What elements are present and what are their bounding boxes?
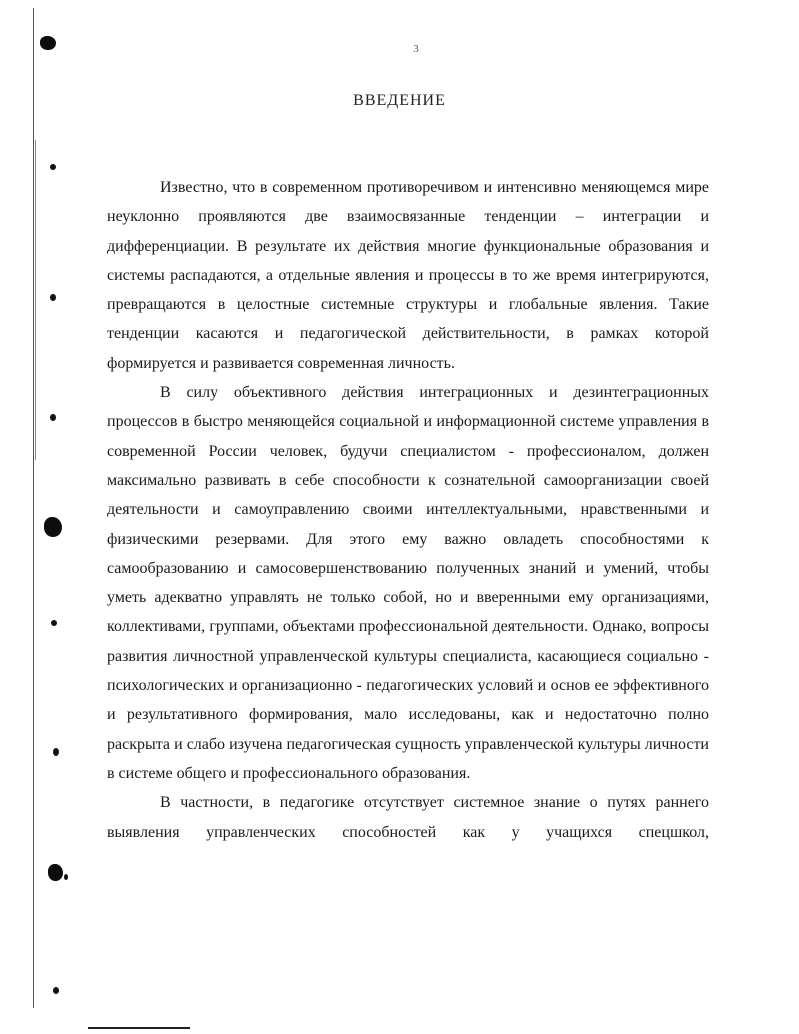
paragraph-2: В силу объективного действия интеграционных и дезинтеграционных процессов в быстро меняющейся социальной и информационной системе управления в современной России человек, будучи специалистом - профессионалом, должен максимально развивать в себе способности к сознательной самоорганизации своей деятельности и самоуправлению своими интеллектуальными, нравственными и физическими резервами. Для этого ему важно овладеть способностями к самообразованию и самосовершенствованию полученных знаний и умений, чтобы уметь адекватно управлять не только собой, но и вверенными ему организациями, коллективами, группами, объектами профессиональной деятельности. Однако, вопросы развития личностной управленческой культуры специалиста, касающиеся социально - психологических и организационно - педагогических условий и основ ее эффективного и результативного формирования, мало исследованы, как и недостаточно полно раскрыта и слабо изучена педагогическая сущность управленческой культуры личности в системе общего и профессионального образования. bbox=[107, 384, 709, 782]
left-margin-line bbox=[33, 8, 34, 1008]
hole-punch-mark bbox=[40, 36, 56, 50]
page-number: 3 bbox=[413, 43, 419, 55]
margin-dot bbox=[64, 874, 68, 880]
hole-punch-mark bbox=[48, 864, 63, 881]
margin-dot bbox=[50, 164, 56, 170]
margin-dot bbox=[51, 620, 57, 626]
body-text bbox=[107, 173, 709, 847]
page-title: ВВЕДЕНИЕ bbox=[353, 92, 446, 109]
margin-dot bbox=[50, 294, 56, 301]
paragraph-1: Известно, что в современном противоречивом и интенсивно меняющемся мире неуклонно проявляются две взаимосвязанные тенденции – интеграции и дифференциации. В результате их действия многие функциональные образования и системы распадаются, а отдельные явления и процессы в то же время интегрируются, превращаются в целостные системные структуры и глобальные явления. Такие тенденции касаются и педагогической действительности, в рамках которой формируется и развивается современная личность. bbox=[107, 179, 709, 372]
left-margin-line-faint bbox=[35, 140, 36, 460]
hole-punch-mark bbox=[44, 517, 62, 537]
bottom-rule bbox=[88, 1027, 190, 1029]
margin-dot bbox=[50, 414, 56, 421]
margin-dot bbox=[53, 748, 59, 756]
margin-dot bbox=[53, 987, 59, 994]
paragraph-3: В частности, в педагогике отсутствует системное знание о путях раннего выявления управленческих способностей как у учащихся спецшкол, bbox=[107, 794, 709, 841]
